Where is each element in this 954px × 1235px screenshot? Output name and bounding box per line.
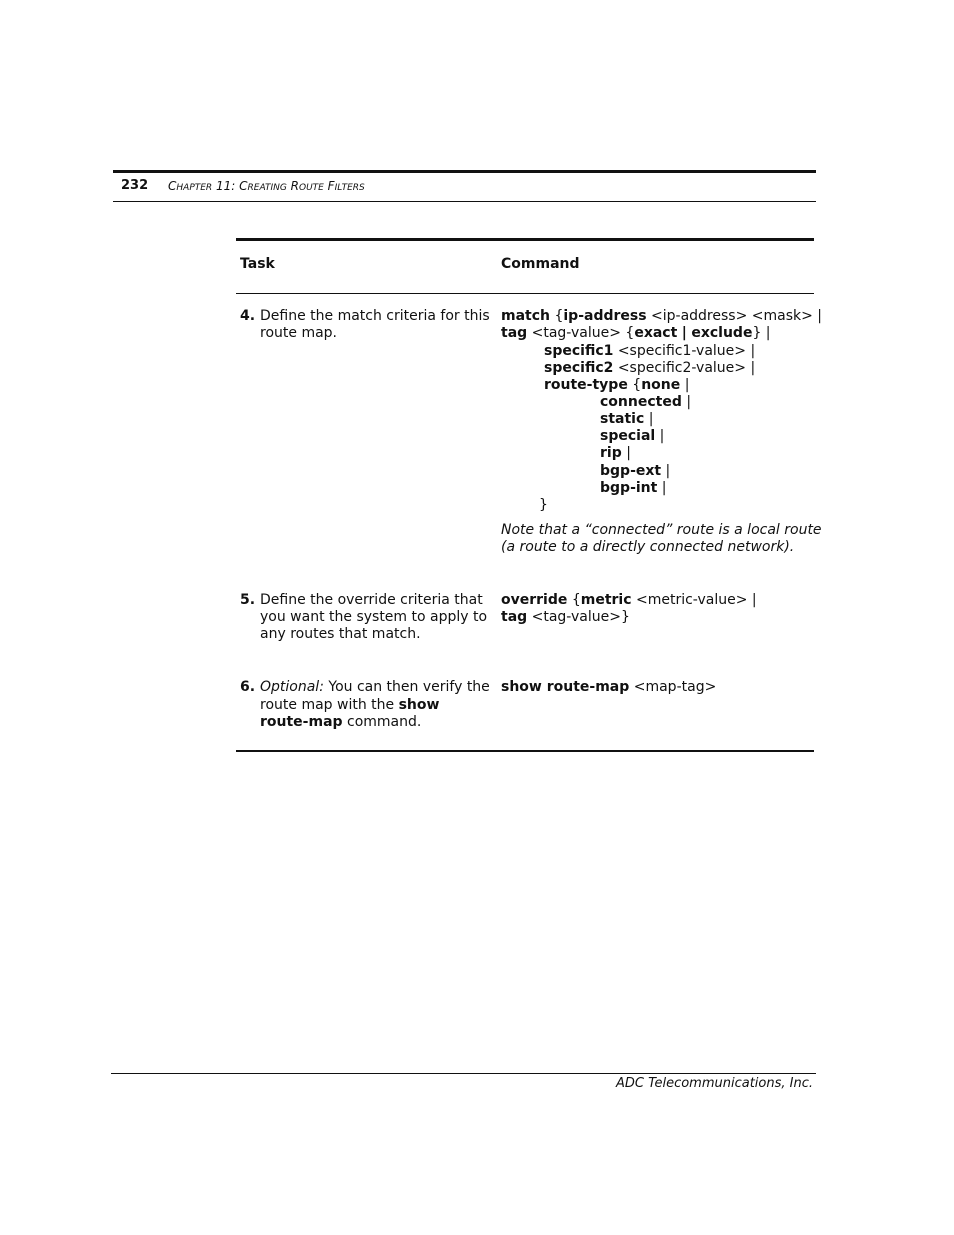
step-number: 5.	[240, 592, 256, 608]
table-top-rule	[236, 238, 814, 241]
route-type-option: connected |	[600, 394, 692, 410]
route-type-option: bgp-ext |	[600, 463, 671, 479]
task-text: route map.	[260, 325, 337, 341]
header-bottom-rule	[113, 201, 816, 202]
task-text: any routes that match.	[260, 626, 421, 642]
command-line: tag <tag-value> {exact | exclude} |	[501, 325, 771, 341]
header-top-rule	[113, 170, 816, 173]
command-line: show route-map <map-tag>	[501, 679, 717, 695]
command-line: route-type {none |	[544, 377, 690, 393]
column-header-command: Command	[501, 256, 580, 272]
route-type-option: bgp-int |	[600, 480, 667, 496]
footer-rule	[111, 1073, 816, 1074]
closing-brace: }	[539, 497, 548, 513]
note-text: Note that a “connected” route is a local route	[501, 522, 822, 538]
route-type-option: special |	[600, 428, 665, 444]
command-line: tag <tag-value>}	[501, 609, 630, 625]
note-text: (a route to a directly connected network).	[501, 539, 795, 555]
route-type-option: static |	[600, 411, 654, 427]
task-text: Define the match criteria for this	[260, 308, 490, 324]
task-text: Optional: You can then verify the	[260, 679, 490, 695]
table-bottom-rule	[236, 750, 814, 752]
page-number: 232	[121, 178, 149, 193]
command-line: match {ip-address <ip-address> <mask> |	[501, 308, 823, 324]
chapter-title-text: CHAPTER 11: CREATING ROUTE FILTERS	[168, 179, 365, 193]
task-text: Define the override criteria that	[260, 592, 483, 608]
step-number: 6.	[240, 679, 256, 695]
command-line: specific1 <specific1-value> |	[544, 343, 756, 359]
task-text: route-map command.	[260, 714, 422, 730]
step-number: 4.	[240, 308, 256, 324]
footer-company: ADC Telecommunications, Inc.	[616, 1076, 813, 1091]
chapter-title	[168, 179, 365, 193]
route-type-option: rip |	[600, 445, 631, 461]
task-text: route map with the show	[260, 697, 440, 713]
command-line: override {metric <metric-value> |	[501, 592, 757, 608]
task-text: you want the system to apply to	[260, 609, 488, 625]
column-header-task: Task	[240, 256, 275, 272]
command-line: specific2 <specific2-value> |	[544, 360, 756, 376]
table-header-rule	[236, 293, 814, 294]
